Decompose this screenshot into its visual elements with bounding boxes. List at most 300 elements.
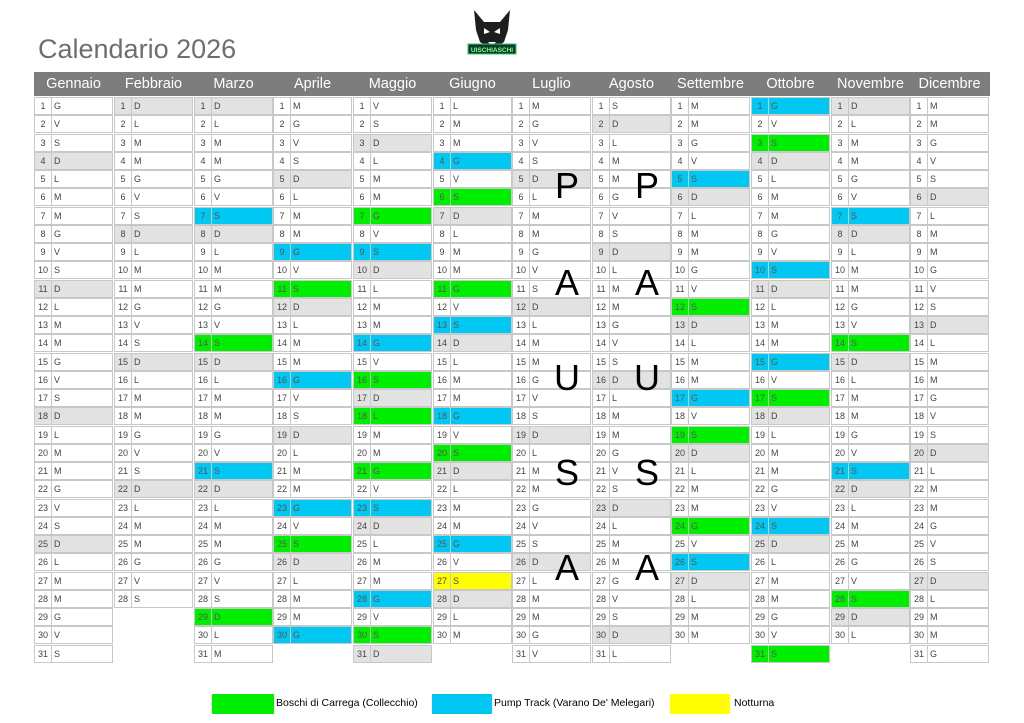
weekday-letter: G bbox=[134, 429, 142, 440]
day-number: 16 bbox=[752, 372, 769, 388]
day-cell bbox=[831, 170, 910, 188]
day-number: 1 bbox=[672, 98, 689, 114]
weekday-letter: M bbox=[771, 593, 779, 604]
weekday-letter: S bbox=[612, 356, 619, 367]
day-cell bbox=[433, 371, 512, 389]
day-number: 16 bbox=[911, 372, 928, 388]
day-number: 12 bbox=[752, 299, 769, 315]
day-cell bbox=[831, 152, 910, 170]
day-number: 26 bbox=[35, 554, 52, 570]
day-number: 14 bbox=[911, 335, 928, 351]
day-cell bbox=[433, 444, 512, 462]
weekday-letter: G bbox=[293, 247, 301, 257]
day-cell bbox=[910, 407, 989, 425]
weekday-letter: D bbox=[54, 539, 61, 549]
weekday-letter: G bbox=[54, 356, 62, 367]
weekday-letter: M bbox=[851, 283, 859, 294]
weekday-letter: V bbox=[851, 575, 858, 586]
day-cell bbox=[910, 280, 989, 298]
day-cell bbox=[273, 535, 352, 553]
weekday-letter: M bbox=[293, 466, 301, 476]
day-number: 13 bbox=[434, 317, 451, 333]
weekday-letter: M bbox=[134, 520, 142, 531]
weekday-letter: M bbox=[691, 228, 699, 239]
day-cell bbox=[831, 371, 910, 389]
day-cell bbox=[751, 353, 830, 371]
day-cell bbox=[831, 316, 910, 334]
day-cell bbox=[273, 225, 352, 243]
day-number: 10 bbox=[434, 262, 451, 278]
day-number: 18 bbox=[274, 408, 291, 424]
weekday-letter: L bbox=[612, 648, 618, 659]
day-cell bbox=[114, 499, 193, 517]
weekday-letter: V bbox=[453, 429, 460, 440]
day-number: 18 bbox=[672, 408, 689, 424]
day-number: 2 bbox=[274, 116, 291, 132]
day-cell bbox=[671, 207, 750, 225]
day-cell bbox=[910, 553, 989, 571]
day-number: 12 bbox=[672, 299, 689, 315]
day-cell bbox=[433, 243, 512, 261]
weekday-letter: M bbox=[691, 374, 699, 385]
day-number: 11 bbox=[354, 281, 371, 297]
weekday-letter: V bbox=[293, 137, 300, 148]
weekday-letter: M bbox=[771, 192, 779, 203]
day-cell bbox=[114, 353, 193, 371]
weekday-letter: D bbox=[453, 210, 460, 221]
day-number: 8 bbox=[274, 226, 291, 242]
day-number: 4 bbox=[752, 153, 769, 169]
day-cell bbox=[114, 426, 193, 444]
weekday-letter: S bbox=[612, 228, 619, 239]
day-cell bbox=[592, 134, 671, 152]
weekday-letter: M bbox=[771, 210, 779, 221]
weekday-letter: M bbox=[612, 411, 620, 422]
weekday-letter: M bbox=[532, 612, 540, 622]
weekday-letter: S bbox=[373, 630, 380, 641]
day-number: 11 bbox=[672, 281, 689, 297]
weekday-letter: D bbox=[532, 429, 539, 440]
day-number: 23 bbox=[911, 500, 928, 516]
day-number: 12 bbox=[115, 299, 132, 315]
day-cell bbox=[114, 444, 193, 462]
day-cell bbox=[114, 462, 193, 480]
day-number: 27 bbox=[832, 573, 849, 589]
day-number: 10 bbox=[593, 262, 610, 278]
weekday-letter: M bbox=[612, 539, 620, 549]
day-number: 16 bbox=[274, 372, 291, 388]
day-number: 24 bbox=[752, 518, 769, 534]
weekday-letter: L bbox=[214, 119, 220, 130]
day-number: 5 bbox=[35, 171, 52, 187]
day-number: 16 bbox=[513, 372, 530, 388]
day-number: 27 bbox=[354, 573, 371, 589]
day-number: 19 bbox=[911, 427, 928, 443]
day-cell bbox=[114, 207, 193, 225]
day-number: 17 bbox=[274, 390, 291, 406]
weekday-letter: M bbox=[54, 466, 62, 476]
day-cell bbox=[273, 115, 352, 133]
weekday-letter: L bbox=[612, 393, 618, 403]
day-number: 22 bbox=[513, 481, 530, 497]
day-number: 1 bbox=[434, 98, 451, 114]
day-number: 25 bbox=[832, 536, 849, 552]
day-cell bbox=[751, 334, 830, 352]
weekday-letter: M bbox=[373, 575, 381, 586]
day-cell bbox=[353, 115, 432, 133]
weekday-letter: M bbox=[214, 265, 222, 276]
weekday-letter: D bbox=[532, 557, 539, 568]
day-cell bbox=[910, 626, 989, 644]
day-number: 8 bbox=[115, 226, 132, 242]
weekday-letter: D bbox=[373, 265, 380, 276]
day-cell bbox=[671, 188, 750, 206]
weekday-letter: V bbox=[532, 393, 539, 403]
day-cell bbox=[353, 590, 432, 608]
weekday-letter: M bbox=[453, 520, 461, 531]
weekday-letter: G bbox=[851, 429, 859, 440]
weekday-letter: D bbox=[691, 192, 698, 203]
day-cell bbox=[34, 389, 113, 407]
day-cell bbox=[671, 261, 750, 279]
weekday-letter: L bbox=[54, 301, 60, 312]
day-cell bbox=[592, 645, 671, 663]
day-number: 9 bbox=[115, 244, 132, 260]
day-number: 13 bbox=[115, 317, 132, 333]
day-number: 23 bbox=[672, 500, 689, 516]
weekday-letter: M bbox=[612, 283, 620, 294]
weekday-letter: D bbox=[930, 575, 937, 586]
weekday-letter: M bbox=[771, 320, 779, 330]
day-number: 7 bbox=[354, 208, 371, 224]
day-cell bbox=[433, 316, 512, 334]
day-cell bbox=[910, 334, 989, 352]
day-cell bbox=[353, 480, 432, 498]
day-cell bbox=[114, 553, 193, 571]
day-number: 23 bbox=[593, 500, 610, 516]
day-cell bbox=[273, 188, 352, 206]
day-number: 11 bbox=[35, 281, 52, 297]
weekday-letter: V bbox=[54, 374, 61, 385]
day-cell bbox=[34, 225, 113, 243]
day-number: 21 bbox=[513, 463, 530, 479]
day-cell bbox=[273, 152, 352, 170]
weekday-letter: L bbox=[214, 630, 220, 641]
day-cell bbox=[34, 480, 113, 498]
day-cell bbox=[194, 316, 273, 334]
day-number: 14 bbox=[35, 335, 52, 351]
weekday-letter: V bbox=[54, 502, 61, 513]
day-number: 3 bbox=[672, 135, 689, 151]
day-cell bbox=[194, 480, 273, 498]
weekday-letter: M bbox=[532, 228, 540, 239]
day-number: 19 bbox=[434, 427, 451, 443]
day-number: 11 bbox=[513, 281, 530, 297]
day-cell bbox=[194, 115, 273, 133]
weekday-letter: S bbox=[373, 502, 380, 513]
day-number: 29 bbox=[752, 609, 769, 625]
day-cell bbox=[831, 115, 910, 133]
day-number: 7 bbox=[832, 208, 849, 224]
day-cell bbox=[433, 280, 512, 298]
pausa-letter: A bbox=[554, 547, 579, 588]
day-number: 6 bbox=[195, 189, 212, 205]
month-header-maggio: Maggio bbox=[368, 76, 417, 92]
day-cell bbox=[114, 389, 193, 407]
day-number: 24 bbox=[35, 518, 52, 534]
day-number: 20 bbox=[434, 445, 451, 461]
weekday-letter: M bbox=[691, 502, 699, 513]
day-number: 31 bbox=[593, 646, 610, 662]
day-number: 14 bbox=[752, 335, 769, 351]
day-number: 8 bbox=[195, 226, 212, 242]
day-number: 15 bbox=[195, 354, 212, 370]
day-number: 10 bbox=[911, 262, 928, 278]
day-cell bbox=[34, 316, 113, 334]
day-number: 6 bbox=[672, 189, 689, 205]
day-number: 26 bbox=[593, 554, 610, 570]
day-number: 27 bbox=[911, 573, 928, 589]
day-cell bbox=[433, 389, 512, 407]
day-cell bbox=[831, 280, 910, 298]
day-number: 21 bbox=[911, 463, 928, 479]
day-number: 11 bbox=[911, 281, 928, 297]
day-cell bbox=[34, 280, 113, 298]
day-cell bbox=[194, 444, 273, 462]
day-cell bbox=[671, 134, 750, 152]
weekday-letter: M bbox=[930, 101, 938, 111]
weekday-letter: D bbox=[851, 612, 858, 622]
day-number: 26 bbox=[115, 554, 132, 570]
weekday-letter: M bbox=[691, 356, 699, 367]
day-number: 1 bbox=[354, 98, 371, 114]
day-number: 18 bbox=[752, 408, 769, 424]
day-cell bbox=[592, 626, 671, 644]
weekday-letter: V bbox=[214, 447, 221, 458]
day-number: 30 bbox=[752, 627, 769, 643]
weekday-letter: D bbox=[214, 101, 221, 111]
day-number: 4 bbox=[832, 153, 849, 169]
day-cell bbox=[433, 298, 512, 316]
day-cell bbox=[194, 645, 273, 663]
day-cell bbox=[512, 134, 591, 152]
weekday-letter: M bbox=[373, 320, 381, 330]
weekday-letter: V bbox=[612, 210, 619, 221]
weekday-letter: M bbox=[691, 247, 699, 257]
weekday-letter: D bbox=[373, 393, 380, 403]
day-number: 8 bbox=[513, 226, 530, 242]
day-cell bbox=[831, 353, 910, 371]
day-number: 12 bbox=[434, 299, 451, 315]
day-number: 25 bbox=[672, 536, 689, 552]
day-number: 21 bbox=[274, 463, 291, 479]
month-header-settembre: Settembre bbox=[677, 76, 744, 92]
day-cell bbox=[433, 626, 512, 644]
month-header-agosto: Agosto bbox=[608, 76, 655, 92]
weekday-letter: V bbox=[134, 575, 141, 586]
weekday-letter: L bbox=[851, 502, 857, 513]
day-number: 21 bbox=[354, 463, 371, 479]
day-number: 17 bbox=[672, 390, 689, 406]
day-cell bbox=[273, 353, 352, 371]
weekday-letter: M bbox=[532, 101, 540, 111]
day-number: 19 bbox=[195, 427, 212, 443]
day-number: 24 bbox=[911, 518, 928, 534]
weekday-letter: S bbox=[691, 174, 698, 184]
day-cell bbox=[273, 590, 352, 608]
weekday-letter: V bbox=[373, 228, 380, 239]
day-cell bbox=[671, 517, 750, 535]
weekday-letter: L bbox=[54, 557, 60, 568]
day-number: 18 bbox=[513, 408, 530, 424]
day-cell bbox=[751, 371, 830, 389]
day-number: 16 bbox=[434, 372, 451, 388]
day-number: 27 bbox=[593, 573, 610, 589]
day-cell bbox=[114, 480, 193, 498]
day-cell bbox=[671, 115, 750, 133]
day-number: 30 bbox=[195, 627, 212, 643]
weekday-letter: M bbox=[612, 557, 620, 568]
day-number: 17 bbox=[195, 390, 212, 406]
weekday-letter: G bbox=[691, 520, 699, 531]
weekday-letter: S bbox=[214, 593, 221, 604]
day-number: 4 bbox=[911, 153, 928, 169]
day-number: 28 bbox=[832, 591, 849, 607]
day-number: 28 bbox=[434, 591, 451, 607]
month-header-dicembre: Dicembre bbox=[918, 76, 981, 92]
day-number: 3 bbox=[274, 135, 291, 151]
weekday-letter: G bbox=[293, 119, 301, 130]
weekday-letter: L bbox=[930, 593, 936, 604]
weekday-letter: D bbox=[691, 575, 698, 586]
day-cell bbox=[433, 188, 512, 206]
weekday-letter: G bbox=[532, 247, 540, 257]
day-number: 30 bbox=[35, 627, 52, 643]
weekday-letter: S bbox=[373, 119, 380, 130]
day-cell bbox=[512, 499, 591, 517]
weekday-letter: M bbox=[532, 210, 540, 221]
day-number: 21 bbox=[195, 463, 212, 479]
day-number: 4 bbox=[354, 153, 371, 169]
day-number: 29 bbox=[195, 609, 212, 625]
day-number: 28 bbox=[513, 591, 530, 607]
day-cell bbox=[751, 298, 830, 316]
day-number: 6 bbox=[752, 189, 769, 205]
weekday-letter: V bbox=[771, 119, 778, 130]
day-number: 5 bbox=[513, 171, 530, 187]
day-number: 1 bbox=[195, 98, 212, 114]
day-number: 12 bbox=[593, 299, 610, 315]
day-number: 20 bbox=[911, 445, 928, 461]
weekday-letter: L bbox=[214, 247, 220, 257]
day-cell bbox=[194, 426, 273, 444]
weekday-letter: S bbox=[532, 411, 539, 422]
day-cell bbox=[433, 152, 512, 170]
day-number: 28 bbox=[274, 591, 291, 607]
weekday-letter: G bbox=[691, 393, 699, 403]
day-cell bbox=[353, 298, 432, 316]
day-cell bbox=[910, 371, 989, 389]
day-cell bbox=[751, 207, 830, 225]
day-cell bbox=[592, 316, 671, 334]
day-number: 7 bbox=[672, 208, 689, 224]
weekday-letter: M bbox=[134, 265, 142, 276]
day-number: 8 bbox=[832, 226, 849, 242]
day-cell bbox=[671, 243, 750, 261]
weekday-letter: S bbox=[930, 174, 937, 184]
day-cell bbox=[831, 572, 910, 590]
weekday-letter: M bbox=[930, 630, 938, 641]
day-number: 17 bbox=[434, 390, 451, 406]
day-number: 19 bbox=[672, 427, 689, 443]
weekday-letter: M bbox=[691, 101, 699, 111]
weekday-letter: V bbox=[453, 174, 460, 184]
day-cell bbox=[194, 134, 273, 152]
day-cell bbox=[512, 590, 591, 608]
weekday-letter: M bbox=[214, 411, 222, 422]
weekday-letter: S bbox=[851, 466, 858, 476]
day-number: 23 bbox=[513, 500, 530, 516]
day-cell bbox=[34, 553, 113, 571]
weekday-letter: V bbox=[930, 283, 937, 294]
day-cell bbox=[194, 535, 273, 553]
day-cell bbox=[194, 517, 273, 535]
day-number: 3 bbox=[513, 135, 530, 151]
weekday-letter: M bbox=[930, 356, 938, 367]
weekday-letter: G bbox=[54, 484, 62, 495]
pausa-letter: A bbox=[634, 262, 659, 303]
day-cell bbox=[353, 553, 432, 571]
weekday-letter: G bbox=[214, 557, 222, 568]
day-cell bbox=[592, 115, 671, 133]
day-number: 22 bbox=[195, 481, 212, 497]
weekday-letter: S bbox=[930, 557, 937, 568]
day-cell bbox=[34, 243, 113, 261]
day-cell bbox=[114, 407, 193, 425]
day-cell bbox=[353, 280, 432, 298]
day-number: 15 bbox=[832, 354, 849, 370]
day-number: 10 bbox=[832, 262, 849, 278]
day-cell bbox=[194, 590, 273, 608]
day-number: 15 bbox=[752, 354, 769, 370]
weekday-letter: M bbox=[930, 247, 938, 257]
weekday-letter: M bbox=[373, 429, 381, 440]
weekday-letter: G bbox=[612, 447, 620, 458]
weekday-letter: L bbox=[930, 466, 936, 476]
day-number: 31 bbox=[911, 646, 928, 662]
day-cell bbox=[194, 207, 273, 225]
day-cell bbox=[353, 207, 432, 225]
day-number: 26 bbox=[513, 554, 530, 570]
day-cell bbox=[512, 645, 591, 663]
day-cell bbox=[273, 626, 352, 644]
day-cell bbox=[831, 225, 910, 243]
weekday-letter: M bbox=[612, 429, 620, 440]
day-number: 6 bbox=[354, 189, 371, 205]
weekday-letter: M bbox=[851, 411, 859, 422]
day-number: 13 bbox=[354, 317, 371, 333]
day-cell bbox=[273, 134, 352, 152]
weekday-letter: D bbox=[771, 283, 778, 294]
weekday-letter: S bbox=[851, 210, 858, 221]
day-cell bbox=[114, 170, 193, 188]
day-number: 7 bbox=[434, 208, 451, 224]
day-number: 29 bbox=[274, 609, 291, 625]
day-number: 18 bbox=[195, 408, 212, 424]
day-number: 21 bbox=[115, 463, 132, 479]
day-number: 1 bbox=[911, 98, 928, 114]
day-cell bbox=[831, 462, 910, 480]
